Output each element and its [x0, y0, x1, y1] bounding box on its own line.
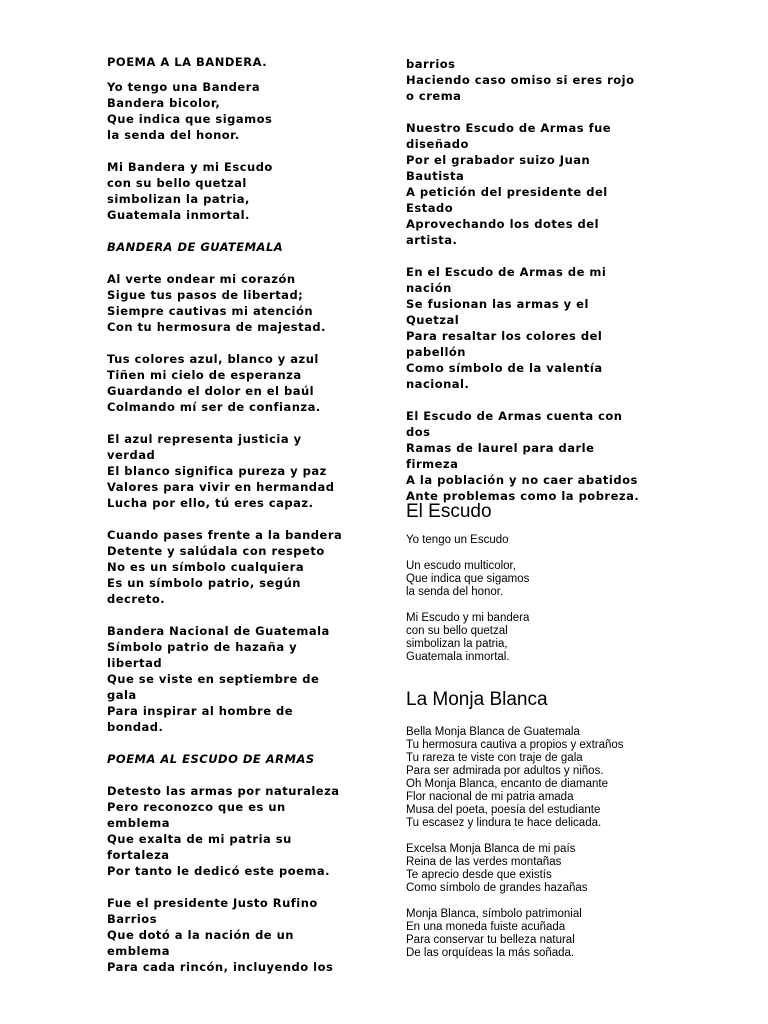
verse-line: Por el grabador suizo Juan [406, 153, 591, 167]
verse-line: Para resaltar los colores del [406, 329, 603, 343]
stanza [406, 264, 664, 392]
stanza [107, 783, 372, 879]
verse-line: decreto. [107, 592, 166, 606]
verse-line: diseñado [406, 137, 469, 151]
verse-line: El Escudo de Armas cuenta con [406, 409, 623, 423]
verse-line: Fue el presidente Justo Rufino [107, 896, 318, 910]
verse-line: Nuestro Escudo de Armas fue [406, 121, 612, 135]
verse-line: Tiñen mi cielo de esperanza [107, 368, 302, 382]
verse-line: nacional. [406, 377, 470, 391]
verse-line: Al verte ondear mi corazón [107, 272, 296, 286]
verse-line: la senda del honor. [107, 128, 240, 142]
verse-line: Aprovechando los dotes del [406, 217, 600, 231]
verse-line: Tu hermosura cautiva a propios y extraños [406, 739, 624, 751]
verse-line: En una moneda fuiste acuñada [406, 921, 566, 933]
verse-line: Que dotó a la nación de un [107, 928, 294, 942]
verse-line: Guatemala inmortal. [406, 651, 510, 663]
right-column [406, 56, 664, 959]
verse-line: Detesto las armas por naturaleza [107, 784, 340, 798]
stanza [406, 560, 686, 599]
verse-line: Mi Escudo y mi bandera [406, 612, 530, 624]
verse-line: Sigue tus pasos de libertad; [107, 288, 304, 302]
verse-line: No es un símbolo cualquiera [107, 560, 305, 574]
verse-line: Bandera Nacional de Guatemala [107, 624, 330, 638]
verse-line: Para cada rincón, incluyendo los [107, 960, 334, 974]
verse-line: Guardando el dolor en el baúl [107, 384, 315, 398]
verse-line: Yo tengo una Bandera [107, 80, 261, 94]
title-monja-blanca: La Monja Blanca [406, 689, 548, 710]
verse-line: emblema [107, 944, 170, 958]
verse-line: Haciendo caso omiso si eres rojo [406, 73, 635, 87]
stanza [107, 895, 372, 975]
verse-line: Barrios [107, 912, 158, 926]
stanza [406, 120, 664, 248]
verse-line: libertad [107, 656, 163, 670]
verse-line: Valores para vivir en hermandad [107, 480, 335, 494]
stanza [406, 726, 686, 830]
verse-line: la senda del honor. [406, 586, 504, 598]
poem-el-escudo [406, 534, 686, 664]
poem-escudo-armas-continued [406, 56, 664, 504]
verse-line: bondad. [107, 720, 164, 734]
verse-line: Se fusionan las armas y el [406, 297, 589, 311]
verse-line: Pero reconozco que es un [107, 800, 286, 814]
verse-line: Bandera bicolor, [107, 96, 221, 110]
verse-line: Tu escasez y lindura te hace delicada. [406, 817, 602, 829]
verse-line: Que exalta de mi patria su [107, 832, 292, 846]
verse-line: nación [406, 281, 452, 295]
stanza [406, 534, 686, 547]
stanza [107, 431, 372, 511]
stanza [406, 408, 664, 504]
verse-line: En el Escudo de Armas de mi [406, 265, 607, 279]
poem-bandera [107, 79, 372, 223]
stanza [107, 79, 372, 143]
verse-line: o crema [406, 89, 462, 103]
verse-line: Monja Blanca, símbolo patrimonial [406, 908, 582, 920]
verse-line: Para inspirar al hombre de [107, 704, 294, 718]
verse-line: Bautista [406, 169, 465, 183]
title-el-escudo: El Escudo [406, 501, 492, 522]
verse-line: Musa del poeta, poesía del estudiante [406, 804, 601, 816]
verse-line: Por tanto le dedicó este poema. [107, 864, 331, 878]
stanza [406, 843, 686, 895]
verse-line: con su bello quetzal [107, 176, 247, 190]
verse-line: Ramas de laurel para darle [406, 441, 595, 455]
verse-line: Que indica que sigamos [406, 573, 530, 585]
verse-line: Oh Monja Blanca, encanto de diamante [406, 778, 609, 790]
verse-line: De las orquídeas la más soñada. [406, 947, 575, 959]
verse-line: Mi Bandera y mi Escudo [107, 160, 273, 174]
verse-line: Yo tengo un Escudo [406, 534, 509, 546]
stanza [107, 351, 372, 415]
stanza [406, 908, 686, 960]
stanza [406, 612, 686, 664]
stanza [107, 159, 372, 223]
stanza [107, 623, 372, 735]
verse-line: barrios [406, 57, 456, 71]
section-monja-blanca [406, 689, 686, 973]
verse-line: Símbolo patrio de hazaña y [107, 640, 298, 654]
verse-line: Que indica que sigamos [107, 112, 273, 126]
verse-line: artista. [406, 233, 458, 247]
verse-line: El azul representa justicia y [107, 432, 302, 446]
heading-bandera-guatemala: BANDERA DE GUATEMALA [107, 240, 284, 254]
verse-line: Con tu hermosura de majestad. [107, 320, 326, 334]
verse-line: Bella Monja Blanca de Guatemala [406, 726, 580, 738]
verse-line: Lucha por ello, tú eres capaz. [107, 496, 314, 510]
verse-line: Siempre cautivas mi atención [107, 304, 314, 318]
verse-line: fortaleza [107, 848, 170, 862]
stanza [406, 56, 664, 104]
verse-line: firmeza [406, 457, 459, 471]
verse-line: Excelsa Monja Blanca de mi país [406, 843, 576, 855]
verse-line: gala [107, 688, 137, 702]
verse-line: Quetzal [406, 313, 460, 327]
verse-line: verdad [107, 448, 156, 462]
verse-line: Guatemala inmortal. [107, 208, 250, 222]
verse-line: Como símbolo de la valentía [406, 361, 603, 375]
verse-line: Para conservar tu belleza natural [406, 934, 575, 946]
verse-line: Un escudo multicolor, [406, 560, 516, 572]
section-el-escudo [406, 501, 686, 677]
verse-line: El blanco significa pureza y paz [107, 464, 327, 478]
verse-line: Tus colores azul, blanco y azul [107, 352, 319, 366]
verse-line: con su bello quetzal [406, 625, 508, 637]
poem-escudo-armas [107, 783, 372, 975]
verse-line: A la población y no caer abatidos [406, 473, 638, 487]
heading-escudo-armas: POEMA AL ESCUDO DE ARMAS [107, 752, 315, 766]
verse-line: emblema [107, 816, 170, 830]
verse-line: pabellón [406, 345, 466, 359]
verse-line: Detente y salúdala con respeto [107, 544, 325, 558]
verse-line: Es un símbolo patrio, según [107, 576, 301, 590]
verse-line: Cuando pases frente a la bandera [107, 528, 343, 542]
verse-line: Colmando mí ser de confianza. [107, 400, 321, 414]
left-column [107, 54, 372, 991]
stanza [107, 271, 372, 335]
verse-line: Como símbolo de grandes hazañas [406, 882, 588, 894]
verse-line: Que se viste en septiembre de [107, 672, 320, 686]
stanza [107, 527, 372, 607]
verse-line: Estado [406, 201, 454, 215]
verse-line: Te aprecio desde que existís [406, 869, 552, 881]
verse-line: Reina de las verdes montañas [406, 856, 562, 868]
verse-line: dos [406, 425, 431, 439]
verse-line: simbolizan la patria, [406, 638, 508, 650]
poem-bandera-guatemala [107, 271, 372, 735]
verse-line: Flor nacional de mi patria amada [406, 791, 574, 803]
poem-monja-blanca [406, 726, 686, 960]
verse-line: Ante problemas como la pobreza. [406, 489, 640, 503]
verse-line: simbolizan la patria, [107, 192, 250, 206]
verse-line: A petición del presidente del [406, 185, 608, 199]
poem-title-bandera: POEMA A LA BANDERA. [107, 55, 268, 69]
verse-line: Tu rareza te viste con traje de gala [406, 752, 583, 764]
verse-line: Para ser admirada por adultos y niños. [406, 765, 604, 777]
